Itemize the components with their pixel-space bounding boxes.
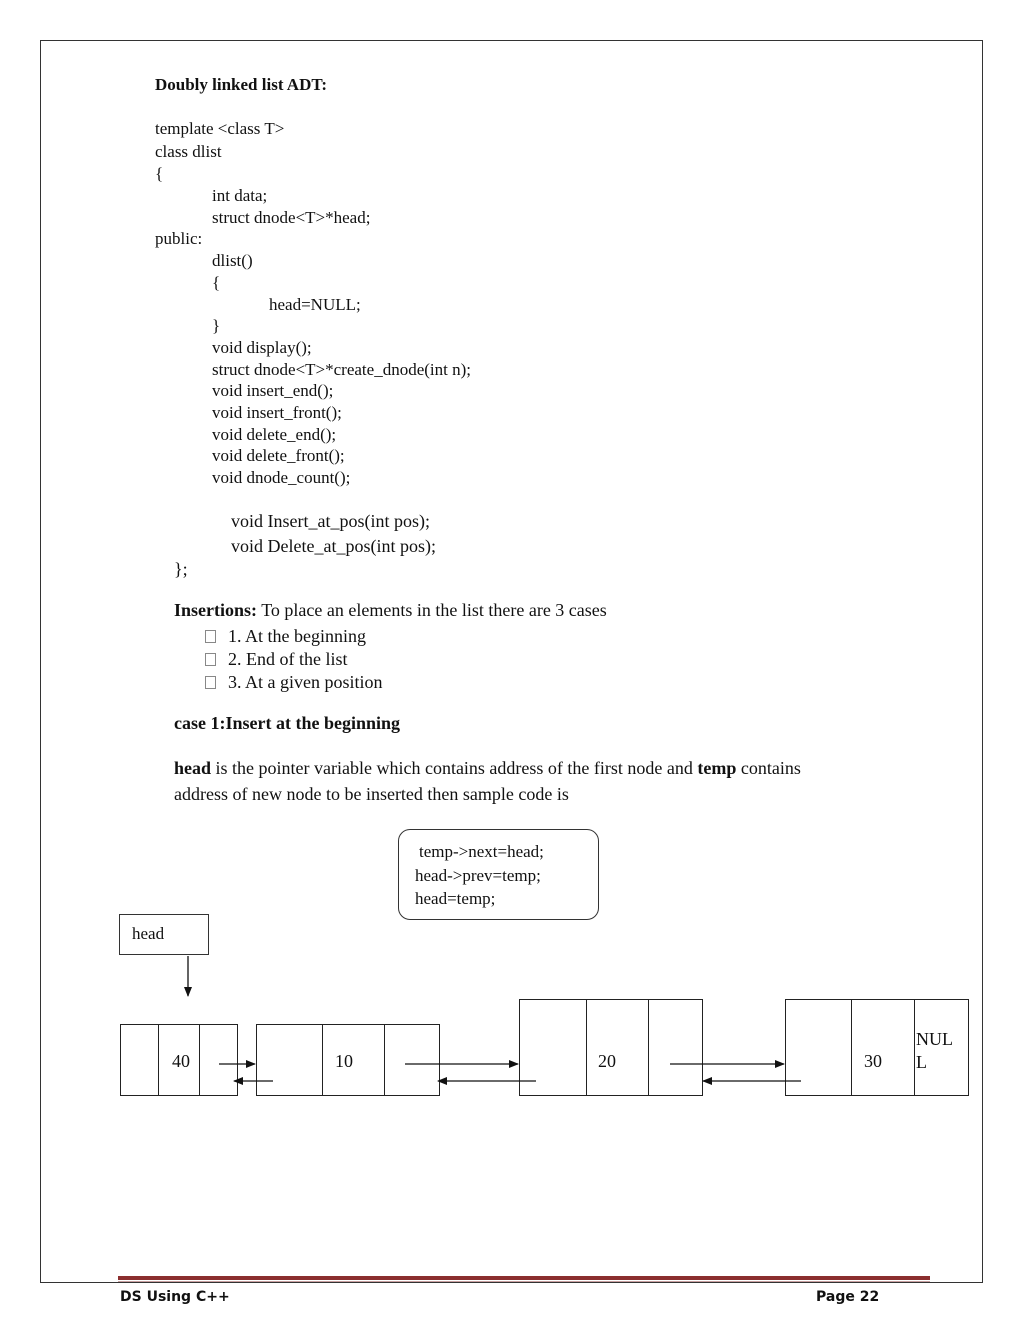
code-line: struct dnode<T>*head; (212, 208, 371, 227)
null-label-line1: NUL (916, 1029, 953, 1049)
code-line: { (212, 273, 221, 292)
paragraph-text: is the pointer variable which contains address of the first node and (211, 758, 698, 778)
node-value: 40 (172, 1051, 190, 1071)
code-line: head=NULL; (269, 295, 361, 314)
page-number: Page 22 (816, 1289, 880, 1305)
code-line: template <class T> (155, 119, 285, 138)
code-line: { (155, 164, 164, 183)
code-line: void delete_end(); (212, 425, 337, 444)
code-line: void insert_end(); (212, 381, 334, 400)
head-term: head (174, 758, 212, 778)
code-line: void delete_front(); (212, 446, 345, 465)
code-line: public: (155, 229, 203, 248)
node-value: 30 (864, 1051, 882, 1071)
node-value: 10 (335, 1051, 353, 1071)
footer-rule (118, 1276, 930, 1280)
sample-code-line: head->prev=temp; (415, 866, 541, 885)
list-item-label: 2. End of the list (228, 649, 348, 669)
insertions-text: To place an elements in the list there are 3 cases (257, 600, 607, 620)
null-label-line2: L (916, 1052, 927, 1072)
temp-term: temp (697, 758, 737, 778)
code-line: void Insert_at_pos(int pos); (231, 511, 430, 531)
sample-code-line: temp->next=head; (419, 842, 544, 861)
section-heading: Doubly linked list ADT: (155, 75, 328, 94)
code-line: int data; (212, 186, 268, 205)
code-line: void dnode_count(); (212, 468, 351, 487)
footer-rule-thin (118, 1281, 930, 1282)
code-line: class dlist (155, 142, 222, 161)
footer-title: DS Using C++ (120, 1289, 230, 1305)
code-line: } (212, 316, 221, 335)
code-line: dlist() (212, 251, 253, 270)
code-line: void display(); (212, 338, 312, 357)
sample-code-line: head=temp; (415, 889, 496, 908)
code-line: struct dnode<T>*create_dnode(int n); (212, 360, 471, 379)
case1-title: case 1:Insert at the beginning (174, 713, 400, 733)
code-line: void insert_front(); (212, 403, 342, 422)
case1-paragraph-line2: address of new node to be inserted then sample code is (174, 784, 569, 804)
insertions-label: Insertions: (174, 600, 258, 620)
head-pointer-label: head (132, 924, 165, 943)
paragraph-text: contains (736, 758, 801, 778)
code-line: void Delete_at_pos(int pos); (231, 536, 436, 556)
code-line: }; (174, 559, 188, 579)
list-item-label: 3. At a given position (228, 672, 383, 692)
node-value: 20 (598, 1051, 616, 1071)
list-item-label: 1. At the beginning (228, 626, 366, 646)
